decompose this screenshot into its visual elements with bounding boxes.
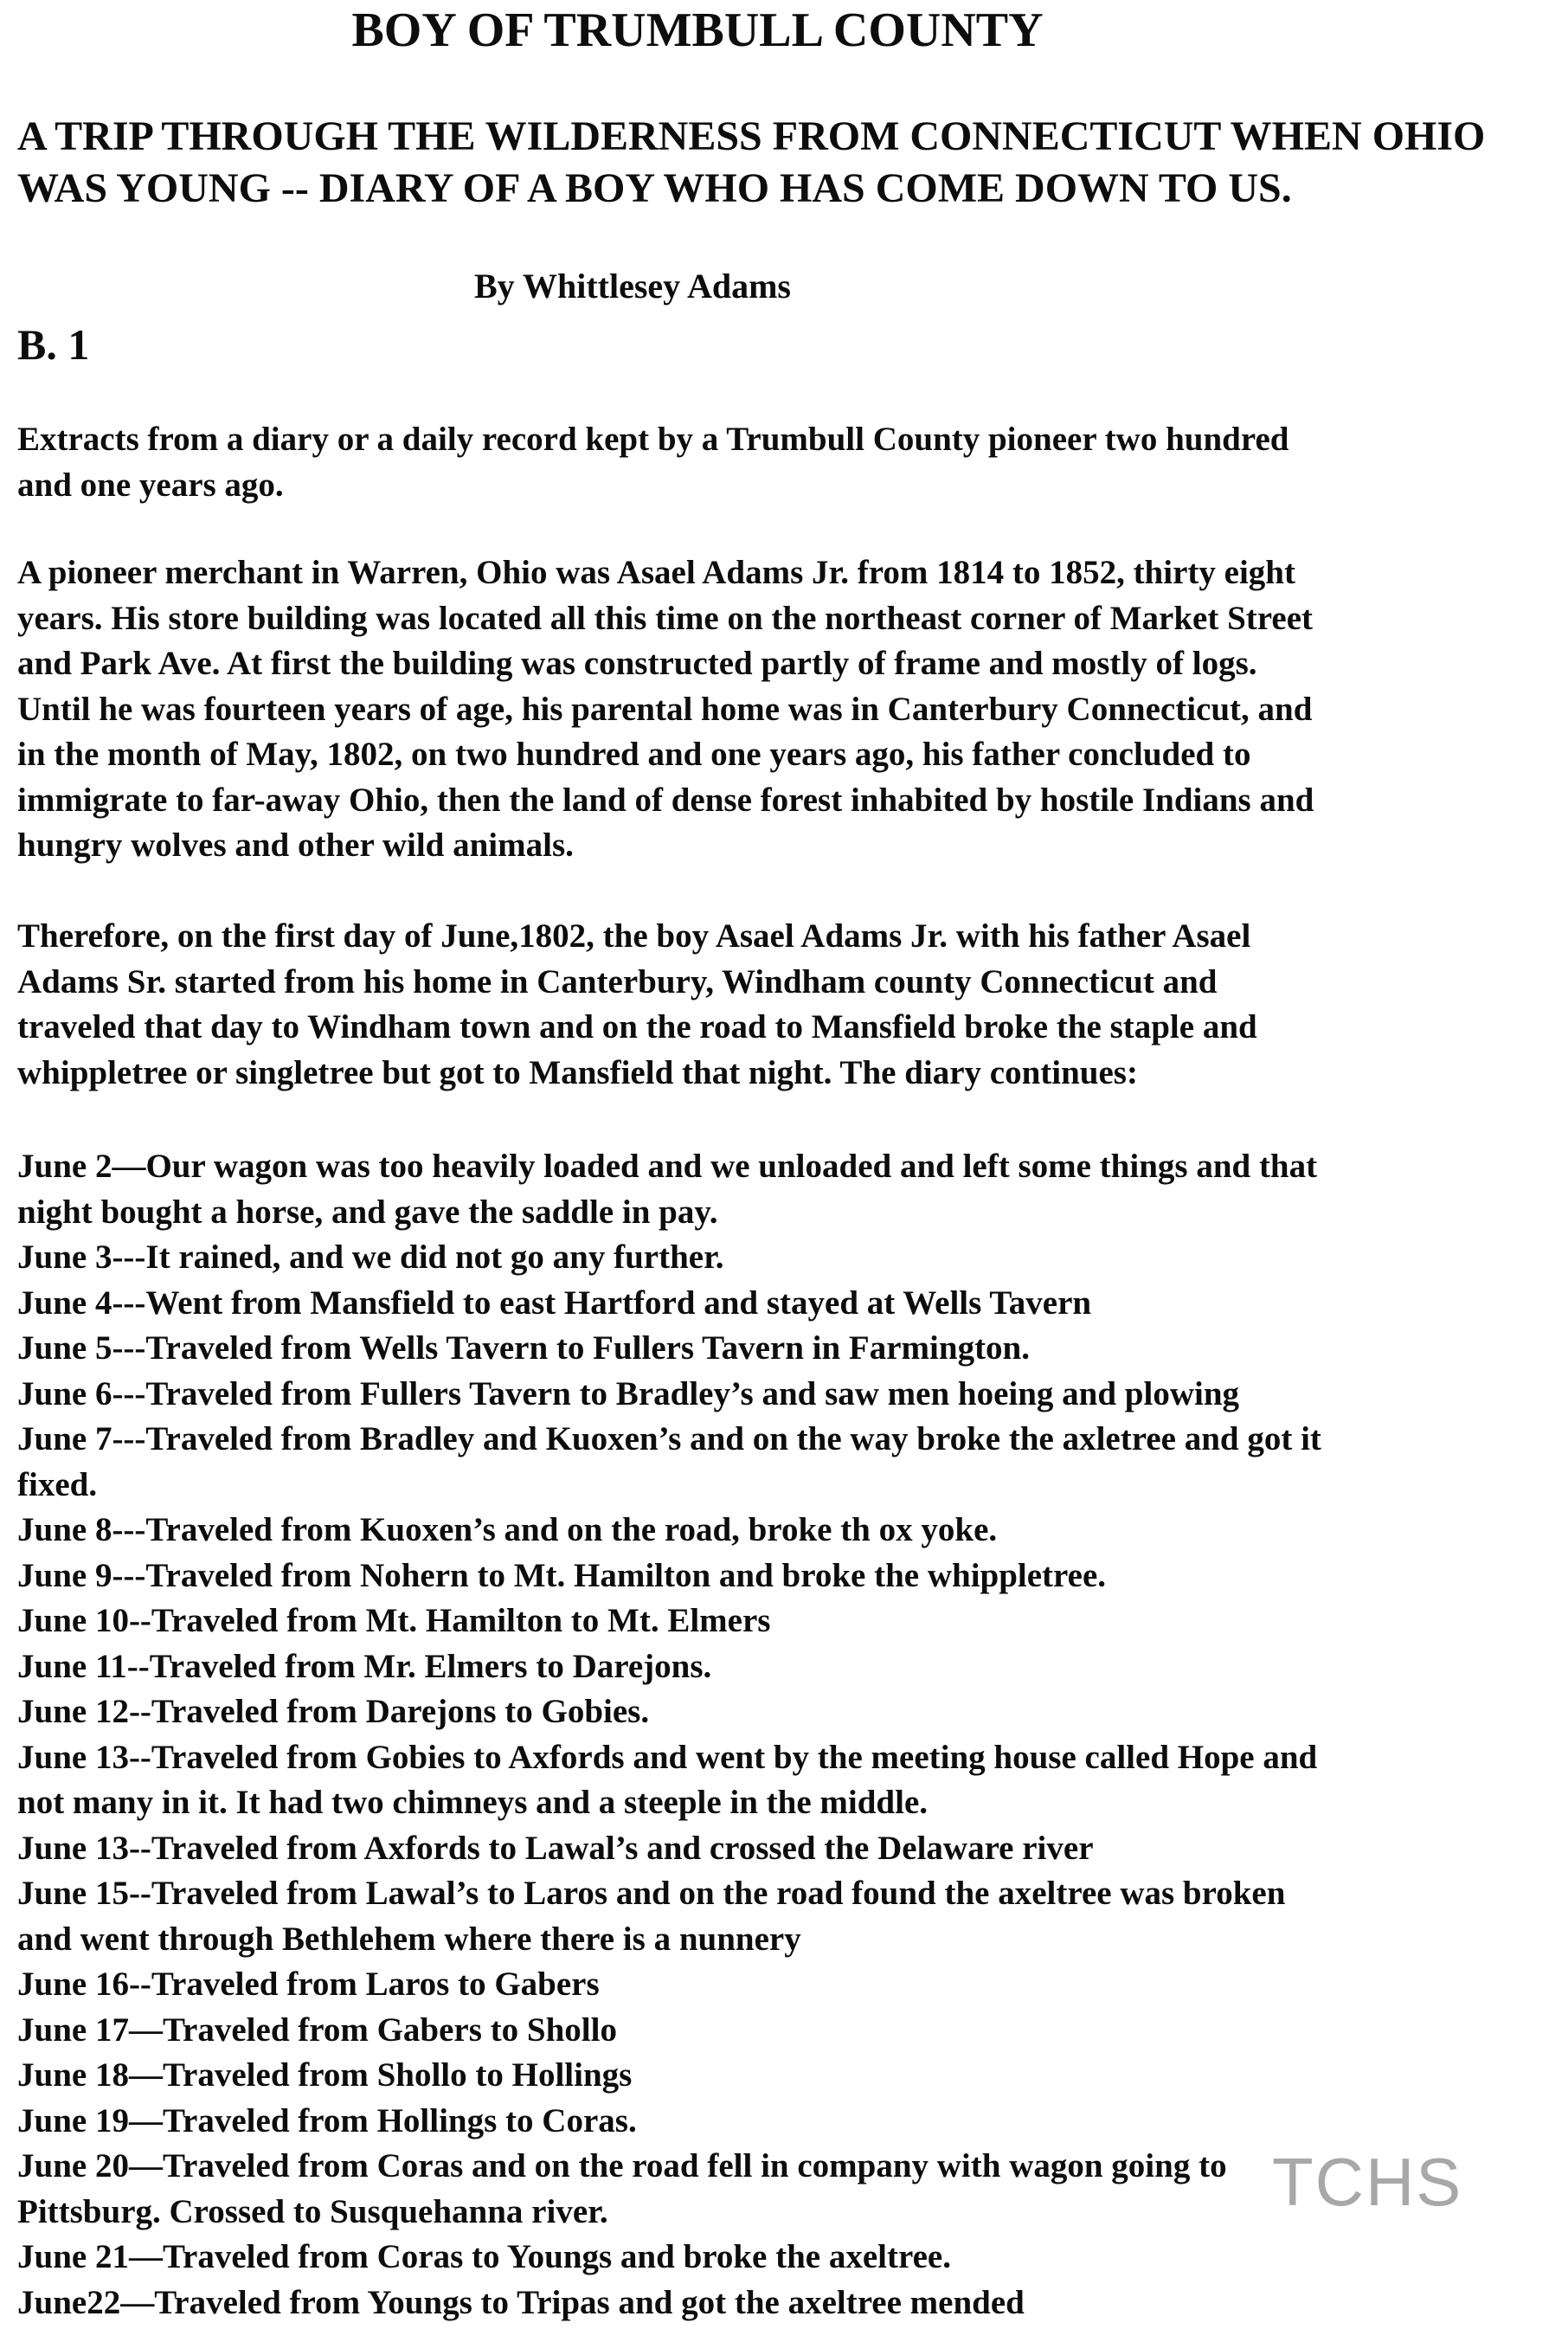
text-line: Adams Sr. started from his home in Canterbury, Windham county Connecticut and [17,962,1218,1000]
text-line: Therefore, on the first day of June,1802, the boy Asael Adams Jr. with his father Asael [17,917,1251,955]
text-line: whippletree or singletree but got to Mansfield that night. The diary continues: [17,1053,1138,1091]
text-line: A pioneer merchant in Warren, Ohio was Asael Adams Jr. from 1814 to 1852, thirty eight [17,554,1295,591]
diary-entries [17,1144,1321,2326]
diary-entry-line: Pittsburg. Crossed to Susquehanna river. [17,2192,608,2230]
document-reference: B. 1 [17,320,90,369]
diary-entry-line: June 5---Traveled from Wells Tavern to Fullers Tavern in Farmington. [17,1329,1030,1367]
diary-entry-line: June 6---Traveled from Fullers Tavern to Bradley’s and saw men hoeing and plowing [17,1374,1240,1412]
diary-entry-line: June 19—Traveled from Hollings to Coras. [17,2101,637,2139]
diary-entry-line: and went through Bethlehem where there is a nunnery [17,1920,801,1958]
diary-entry-line: June 21—Traveled from Coras to Youngs and broke the axeltree. [17,2238,951,2275]
text-line: traveled that day to Windham town and on the road to Mansfield broke the staple and [17,1008,1257,1046]
document-title: BOY OF TRUMBULL COUNTY [351,3,1044,57]
biography-paragraph [17,550,1314,869]
subtitle-line: A TRIP THROUGH THE WILDERNESS FROM CONNECTICUT WHEN OHIO [17,113,1486,159]
diary-entry-line: not many in it. It had two chimneys and a steeple in the middle. [17,1784,929,1821]
diary-entry-line: June 16--Traveled from Laros to Gabers [17,1966,600,2003]
diary-entry-line: June 10--Traveled from Mt. Hamilton to Mt. Elmers [17,1602,771,1639]
text-line: hungry wolves and other wild animals. [17,827,574,864]
diary-entry-line: June 20—Traveled from Coras and on the road fell in company with wagon going to [17,2147,1227,2184]
diary-entry-line: June 8---Traveled from Kuoxen’s and on the road, broke th ox yoke. [17,1511,998,1548]
diary-entry-line: June 18—Traveled from Shollo to Hollings [17,2056,633,2094]
diary-entry-line: June 3---It rained, and we did not go any further. [17,1239,724,1276]
diary-entry-line: June 17—Traveled from Gabers to Shollo [17,2011,617,2049]
text-line: in the month of May, 1802, on two hundred and one years ago, his father concluded to [17,736,1251,773]
text-line: and Park Ave. At first the building was constructed partly of frame and mostly of logs. [17,645,1257,682]
diary-entry-line: June 12--Traveled from Darejons to Gobies. [17,1693,650,1730]
diary-entry-line: June 11--Traveled from Mr. Elmers to Darejons. [17,1647,712,1685]
text-line: Extracts from a diary or a daily record kept by a Trumbull County pioneer two hundred [17,421,1289,458]
diary-entry-line: June 4---Went from Mansfield to east Hartford and stayed at Wells Tavern [17,1284,1092,1322]
subtitle-line: WAS YOUNG -- DIARY OF A BOY WHO HAS COME DOWN TO US. [17,165,1292,211]
text-line: Until he was fourteen years of age, his parental home was in Canterbury Connecticut, and [17,690,1313,728]
byline: By Whittlesey Adams [474,267,791,306]
document-subtitle [17,111,1485,215]
intro-paragraph [17,417,1288,508]
text-line: and one years ago. [17,466,284,504]
diary-entry-line: June 15--Traveled from Lawal’s to Laros and on the road found the axeltree was broken [17,1875,1286,1912]
tchs-watermark: TCHS [1272,2144,1463,2220]
diary-entry-line: June 13--Traveled from Gobies to Axfords and went by the meeting house called Hope and [17,1738,1318,1776]
diary-entry-line: June22—Traveled from Youngs to Tripas and got the axeltree mended [17,2283,1025,2321]
journey-start-paragraph [17,914,1257,1096]
text-line: years. His store building was located all this time on the northeast corner of Market Street [17,599,1313,637]
diary-entry-line: June 7---Traveled from Bradley and Kuoxen’s and on the way broke the axletree and got it [17,1420,1321,1457]
text-line: immigrate to far-away Ohio, then the land of dense forest inhabited by hostile Indians and [17,781,1314,819]
diary-entry-line: fixed. [17,1465,98,1503]
diary-entry-line: June 13--Traveled from Axfords to Lawal’s and crossed the Delaware river [17,1829,1094,1867]
diary-entry-line: night bought a horse, and gave the saddle in pay. [17,1193,718,1231]
diary-entry-line: June 9---Traveled from Nohern to Mt. Hamilton and broke the whippletree. [17,1556,1107,1594]
diary-entry-line: June 2—Our wagon was too heavily loaded and we unloaded and left some things and that [17,1148,1318,1185]
